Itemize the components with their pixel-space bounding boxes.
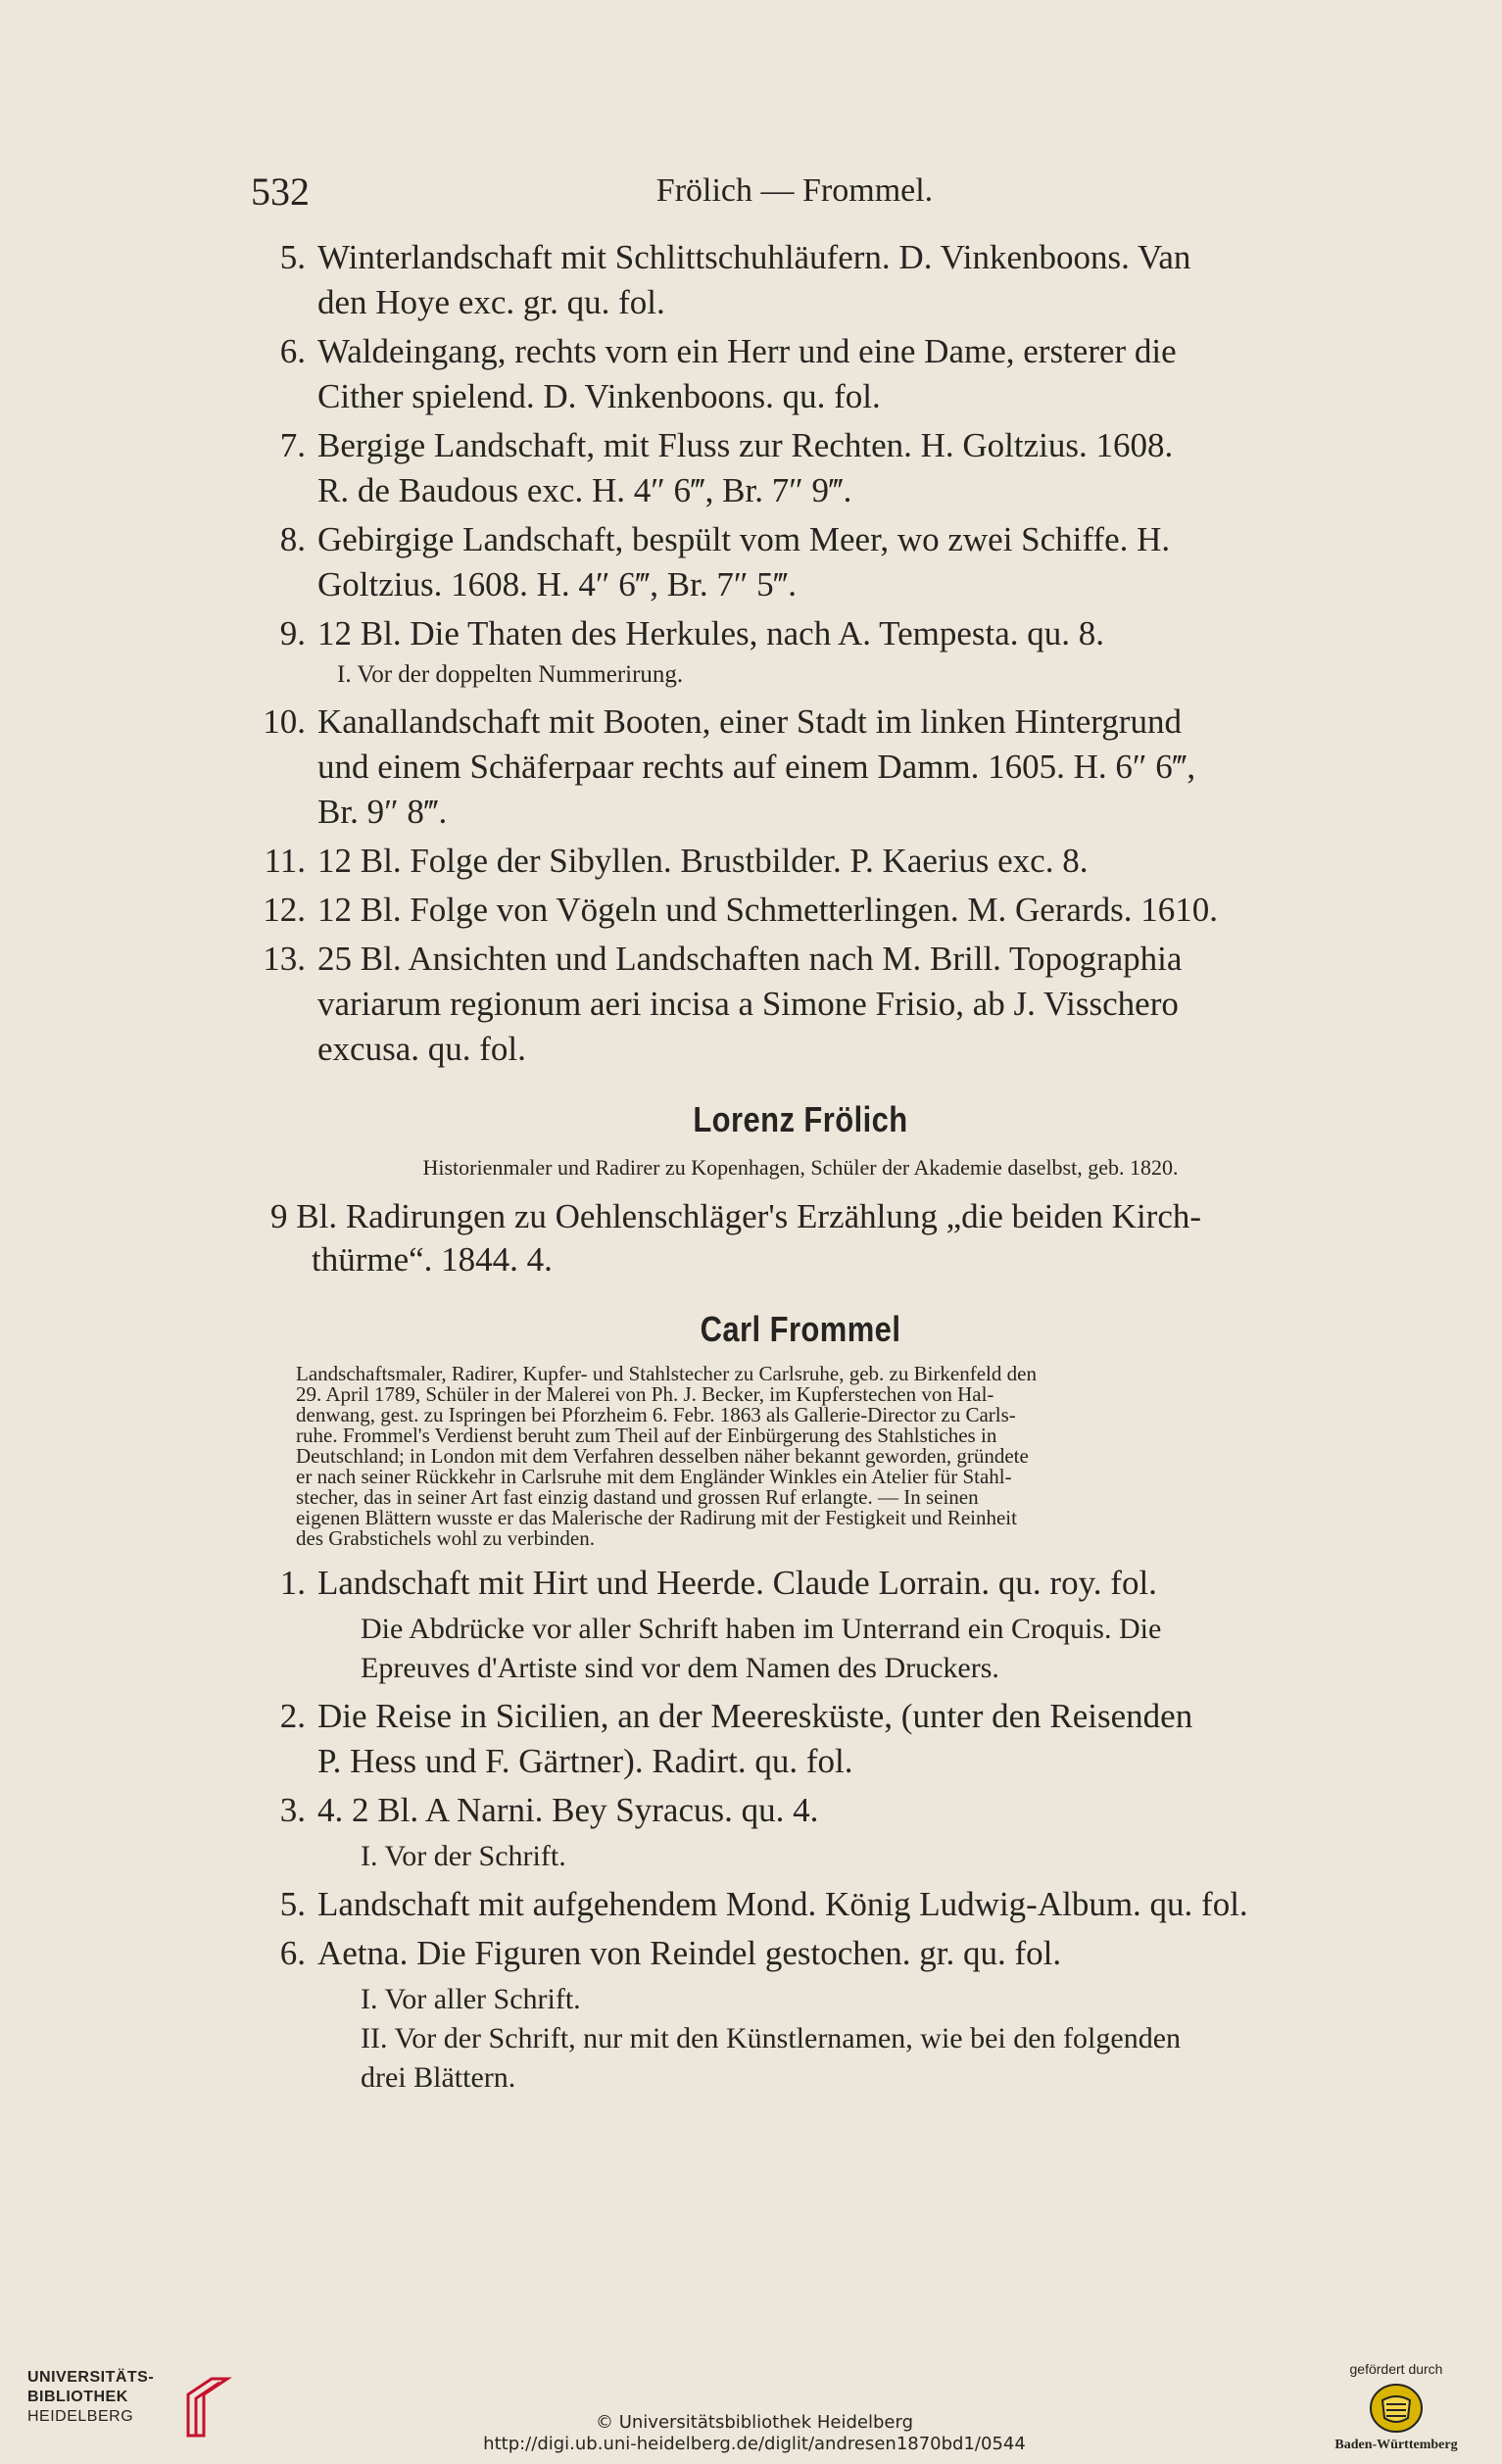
entry-note — [257, 1980, 1344, 2098]
source-url-link[interactable]: http://digi.ub.uni-heidelberg.de/diglit/andresen1870bd1/0544 — [483, 2434, 1026, 2454]
page-header — [251, 169, 1338, 217]
entry-line: R. de Baudous exc. H. 4″ 6‴, Br. 7″ 9‴. — [317, 471, 852, 509]
lorenz-entry-line2: thürme“. 1844. 4. — [312, 1240, 553, 1279]
entry-text — [317, 1788, 1344, 1833]
entry-line: 12 Bl. Folge der Sibyllen. Brustbilder. P. Kaerius exc. 8. — [317, 842, 1089, 880]
artist-heading-lorenz: Lorenz Frölich — [693, 1099, 908, 1139]
entry-note-line: Die Abdrücke vor aller Schrift haben im Unterrand ein Croquis. Die — [361, 1613, 1162, 1645]
catalog-entry — [257, 1561, 1344, 1606]
entry-line: 25 Bl. Ansichten und Landschaften nach M. Brill. Topographia — [317, 940, 1183, 978]
coat-of-arms-icon — [1369, 2383, 1424, 2434]
entry-text — [317, 1561, 1344, 1606]
bio-line: er nach seiner Rückkehr in Carlsruhe mit dem Engländer Winkles ein Atelier für Stahl- — [296, 1465, 1012, 1488]
catalog-entry — [257, 888, 1344, 933]
bio-line: denwang, gest. zu Ispringen bei Pforzheim 6. Febr. 1863 als Gallerie-Director zu Carls- — [296, 1403, 1016, 1426]
funder-name: Baden-Württemberg — [1334, 2438, 1458, 2452]
entry-line: 12 Bl. Folge von Vögeln und Schmetterlingen. M. Gerards. 1610. — [317, 891, 1218, 929]
entry-text — [317, 888, 1344, 933]
entry-text — [317, 329, 1344, 419]
bio-line: eigenen Blättern wusste er das Malerische der Radirung mit der Festigkeit und Reinheit — [296, 1506, 1017, 1529]
entry-number: 8. — [279, 520, 306, 558]
catalog-entry — [257, 329, 1344, 419]
entry-line: Die Reise in Sicilien, an der Meeresküste, (unter den Reisenden — [317, 1697, 1193, 1735]
entry-line: Winterlandschaft mit Schlittschuhläufern. D. Vinkenboons. Van — [317, 238, 1191, 276]
entry-note: I. Vor der doppelten Nummerirung. — [337, 661, 684, 688]
artist-heading-carl: Carl Frommel — [700, 1309, 901, 1349]
entry-line: Cither spielend. D. Vinkenboons. qu. fol. — [317, 377, 881, 415]
bio-line: Deutschland; in London mit dem Verfahren desselben näher bekannt geworden, gründete — [296, 1444, 1029, 1468]
entry-number: 5. — [279, 1885, 306, 1923]
entry-number: 13. — [263, 940, 306, 978]
entry-text — [317, 700, 1344, 835]
entry-line: variarum regionum aeri incisa a Simone Frisio, ab J. Visschero — [317, 985, 1179, 1023]
entry-number: 1. — [279, 1564, 306, 1602]
entry-list-part2 — [257, 700, 1344, 1072]
entry-list-carl — [257, 1561, 1344, 2098]
entry-line: Br. 9″ 8‴. — [317, 793, 448, 831]
funder-block — [1303, 2361, 1489, 2453]
entry-number: 7. — [279, 426, 306, 464]
running-title: Frölich — Frommel. — [655, 172, 934, 209]
entry-line: Kanallandschaft mit Booten, einer Stadt im linken Hintergrund — [317, 702, 1182, 741]
entry-number: 2. — [279, 1697, 306, 1735]
entry-line: Goltzius. 1608. H. 4″ 6‴, Br. 7″ 5‴. — [317, 565, 798, 604]
library-logo — [27, 2369, 223, 2447]
catalog-entry — [257, 839, 1344, 884]
entry-note-line: I. Vor aller Schrift. — [361, 1983, 581, 2015]
entry-line: 4. 2 Bl. A Narni. Bey Syracus. qu. 4. — [317, 1791, 819, 1829]
entry-text — [317, 517, 1344, 607]
entry-note-line: Epreuves d'Artiste sind vor dem Namen des Druckers. — [361, 1652, 999, 1684]
page-body — [257, 235, 1344, 2103]
catalog-entry — [257, 423, 1344, 513]
entry-line: excusa. qu. fol. — [317, 1030, 526, 1068]
entry-line: P. Hess und F. Gärtner). Radirt. qu. fol. — [317, 1742, 853, 1780]
page-number: 532 — [251, 169, 310, 214]
catalog-entry — [257, 517, 1344, 607]
library-name-line1: UNIVERSITÄTS- — [27, 2369, 155, 2386]
entry-line: den Hoye exc. gr. qu. fol. — [317, 283, 665, 321]
entry-text — [317, 937, 1344, 1072]
lorenz-entry — [257, 1195, 1344, 1281]
entry-list-part1 — [257, 235, 1344, 656]
footer-credits — [412, 2412, 1097, 2455]
funded-by-label: gefördert durch — [1349, 2361, 1443, 2377]
entry-note — [257, 1610, 1344, 1688]
entry-text — [317, 611, 1344, 656]
entry-number: 12. — [263, 891, 306, 929]
lorenz-entry-line1: 9 Bl. Radirungen zu Oehlenschläger's Erzählung „die beiden Kirch- — [270, 1197, 1202, 1235]
catalog-entry — [257, 1882, 1344, 1927]
catalog-entry — [257, 611, 1344, 656]
entry-line: Gebirgige Landschaft, bespült vom Meer, wo zwei Schiffe. H. — [317, 520, 1171, 558]
entry-text — [317, 1694, 1344, 1784]
entry-line: Waldeingang, rechts vorn ein Herr und eine Dame, ersterer die — [317, 332, 1177, 370]
entry-number: 9. — [279, 614, 306, 652]
entry-line: Landschaft mit aufgehendem Mond. König Ludwig-Album. qu. fol. — [317, 1885, 1248, 1923]
catalog-entry — [257, 235, 1344, 325]
bio-line: stecher, das in seiner Art fast einzig dastand und grossen Ruf erlangte. — In seinen — [296, 1485, 979, 1509]
catalog-entry — [257, 1788, 1344, 1833]
entry-text — [317, 1882, 1344, 1927]
bio-line: ruhe. Frommel's Verdienst beruht zum Theil auf der Einbürgerung des Stahlstiches in — [296, 1424, 997, 1447]
catalog-entry — [257, 1694, 1344, 1784]
entry-line: Aetna. Die Figuren von Reindel gestochen. gr. qu. fol. — [317, 1934, 1062, 1972]
copyright-text: © Universitätsbibliothek Heidelberg — [595, 2412, 913, 2433]
entry-line: 12 Bl. Die Thaten des Herkules, nach A. Tempesta. qu. 8. — [317, 614, 1105, 652]
bio-line: des Grabstichels wohl zu verbinden. — [296, 1526, 596, 1550]
entry-note — [257, 1837, 1344, 1876]
entry-text — [317, 1931, 1344, 1976]
entry-text — [317, 839, 1344, 884]
library-logo-icon — [182, 2375, 233, 2438]
entry-text — [317, 423, 1344, 513]
entry-number: 6. — [279, 332, 306, 370]
entry-number: 5. — [279, 238, 306, 276]
library-name-line3: HEIDELBERG — [27, 2408, 134, 2425]
artist-bio-carl — [257, 1364, 1344, 1549]
entry-note-line: drei Blättern. — [361, 2061, 516, 2094]
entry-line: Bergige Landschaft, mit Fluss zur Rechten. H. Goltzius. 1608. — [317, 426, 1174, 464]
entry-text — [317, 235, 1344, 325]
bio-line: Landschaftsmaler, Radirer, Kupfer- und Stahlstecher zu Carlsruhe, geb. zu Birkenfeld den — [296, 1362, 1037, 1385]
catalog-entry — [257, 700, 1344, 835]
entry-number: 11. — [264, 842, 306, 880]
catalog-entry — [257, 1931, 1344, 1976]
entry-note-line: II. Vor der Schrift, nur mit den Künstlernamen, wie bei den folgenden — [361, 2022, 1182, 2054]
entry-number: 10. — [263, 702, 306, 741]
bio-line: 29. April 1789, Schüler in der Malerei von Ph. J. Becker, im Kupferstechen von Hal- — [296, 1382, 994, 1406]
artist-bio-lorenz: Historienmaler und Radirer zu Kopenhagen, Schüler der Akademie daselbst, geb. 1820. — [422, 1155, 1179, 1180]
entry-line: Landschaft mit Hirt und Heerde. Claude Lorrain. qu. roy. fol. — [317, 1564, 1157, 1602]
entry-number: 6. — [279, 1934, 306, 1972]
entry-note-line: I. Vor der Schrift. — [361, 1840, 566, 1872]
entry-line: und einem Schäferpaar rechts auf einem Damm. 1605. H. 6″ 6‴, — [317, 748, 1196, 786]
library-name-line2: BIBLIOTHEK — [27, 2389, 128, 2405]
entry-number: 3. — [279, 1791, 306, 1829]
catalog-entry — [257, 937, 1344, 1072]
